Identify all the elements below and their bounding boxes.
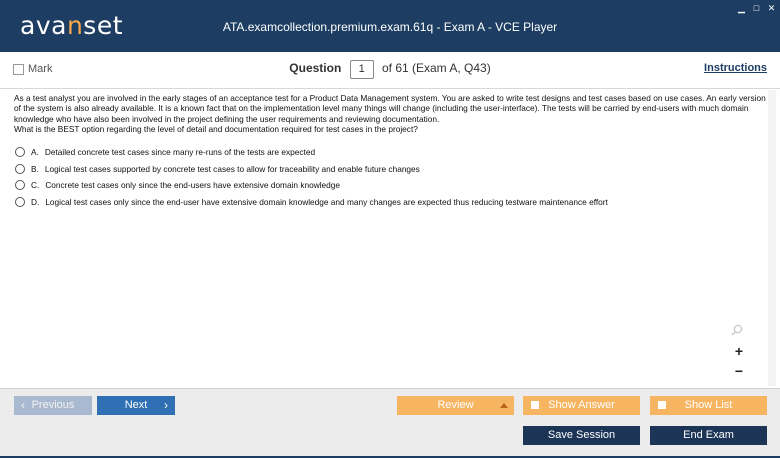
show-answer-label: Show Answer <box>548 399 615 411</box>
previous-button[interactable] <box>14 396 92 415</box>
previous-label: Previous <box>31 399 75 411</box>
show-list-label: Show List <box>684 399 733 411</box>
chevron-left-icon: ‹ <box>21 398 25 412</box>
answer-options <box>15 144 767 210</box>
logo-text-start: ava <box>20 11 67 40</box>
radio-icon[interactable] <box>15 164 25 174</box>
logo-text-end: set <box>83 11 124 40</box>
option-d[interactable] <box>15 194 767 211</box>
checkbox-icon[interactable] <box>531 401 539 409</box>
option-text: Logical test cases supported by concrete test cases to allow for traceability and enable future changes <box>44 163 420 174</box>
show-answer-button[interactable] <box>523 396 640 415</box>
title-bar <box>0 0 780 52</box>
chevron-right-icon: › <box>164 398 168 412</box>
zoom-in-button[interactable]: + <box>734 343 744 359</box>
mark-label: Mark <box>28 63 53 75</box>
option-text: Concrete test cases only since the end-users have extensive domain knowledge <box>45 180 341 191</box>
scrollbar[interactable] <box>768 90 776 386</box>
radio-icon[interactable] <box>15 147 25 157</box>
option-b[interactable] <box>15 161 767 178</box>
question-number-input[interactable]: 1 <box>350 60 374 79</box>
option-letter: C. <box>31 180 40 191</box>
next-label: Next <box>124 399 148 411</box>
question-label: Question <box>289 61 342 75</box>
triangle-up-icon <box>500 403 508 408</box>
review-label: Review <box>437 399 474 411</box>
maximize-icon[interactable]: □ <box>753 3 760 13</box>
bottom-action-bar <box>0 388 780 458</box>
show-list-button[interactable] <box>650 396 767 415</box>
window-controls <box>737 3 776 14</box>
end-exam-button[interactable]: End Exam <box>650 426 767 445</box>
option-letter: D. <box>31 196 40 207</box>
magnifier-icon <box>731 324 743 336</box>
instructions-link[interactable]: Instructions <box>704 62 767 74</box>
question-toolbar <box>0 52 780 89</box>
logo-text-accent: n <box>66 11 84 40</box>
option-letter: B. <box>31 163 39 174</box>
radio-icon[interactable] <box>15 197 25 207</box>
checkbox-icon[interactable] <box>658 401 666 409</box>
option-c[interactable] <box>15 177 767 194</box>
question-body <box>14 93 766 135</box>
question-prompt: What is the BEST option regarding the level of detail and documentation required for test cases in the project? <box>14 124 418 135</box>
option-letter: A. <box>31 147 39 158</box>
zoom-out-button[interactable]: − <box>734 363 744 379</box>
next-button[interactable] <box>97 396 175 415</box>
radio-icon[interactable] <box>15 180 25 190</box>
save-session-button[interactable]: Save Session <box>523 426 640 445</box>
window-title: ATA.examcollection.premium.exam.61q - Exam A - VCE Player <box>222 20 558 34</box>
option-text: Detailed concrete test cases since many re-runs of the tests are expected <box>44 147 316 158</box>
review-button[interactable] <box>397 396 514 415</box>
minimize-icon[interactable]: ▁ <box>738 3 745 13</box>
close-icon[interactable]: ✕ <box>767 3 776 13</box>
question-count: of 61 (Exam A, Q43) <box>381 61 491 75</box>
question-text: As a test analyst you are involved in the early stages of an acceptance test for a Product Data Management system. You are asked to write test designs and test cases based on use cases. An early version of the system is also already available. It is a known fact that on the implementation level many things will change (including the user-interface). The tests will be carried by end-users with much domain knowledge who have also been involved in the project defining the user requirements and reviewing documentation. <box>14 93 766 124</box>
question-navigator <box>0 60 780 79</box>
option-a[interactable] <box>15 144 767 161</box>
option-text: Logical test cases only since the end-user have extensive domain knowledge and many changes are expected thus reducing testware maintenance effort <box>45 196 608 207</box>
